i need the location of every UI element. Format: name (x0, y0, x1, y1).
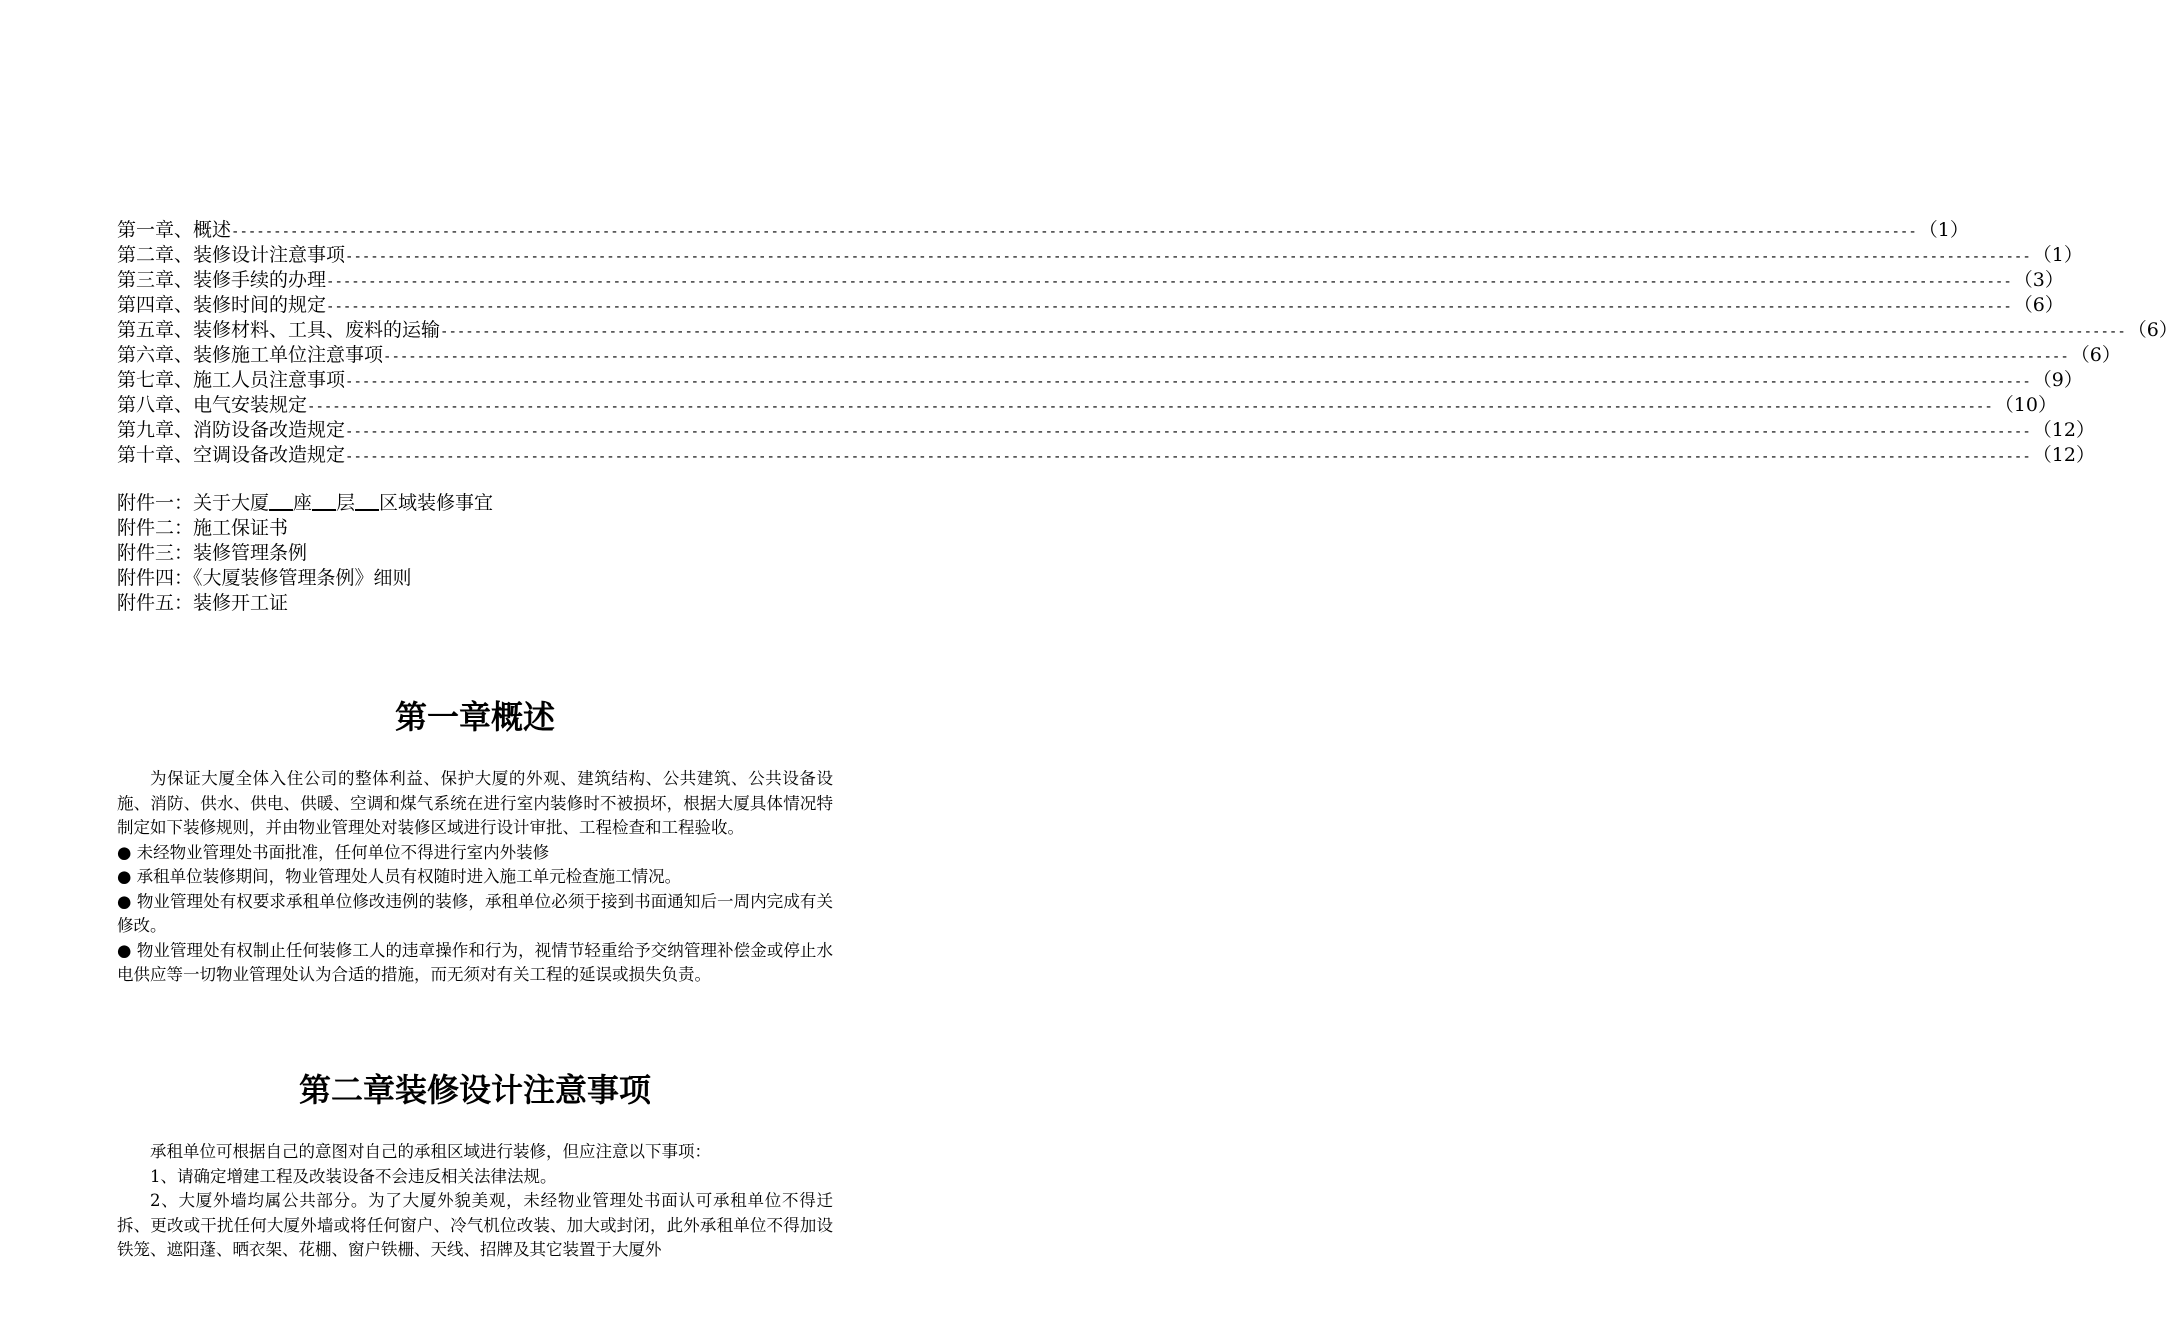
fill-in-blank (355, 491, 379, 511)
toc-entry-page: （6） (2013, 294, 2064, 316)
toc-entry[interactable] (117, 418, 2095, 443)
toc-entry-page: （6） (2070, 344, 2121, 366)
toc-entry-page: （12） (2032, 419, 2095, 441)
paragraph: 1、请确定增建工程及改装设备不会违反相关法律法规。 (150, 1166, 557, 1186)
toc-entry-title: 第四章、装修时间的规定 (117, 294, 327, 316)
toc-entry-page: （10） (1994, 394, 2057, 416)
bullet-icon: ● (117, 891, 132, 911)
toc-entry-title: 第二章、装修设计注意事项 (117, 244, 346, 266)
toc-leader: -------------------------------------------------------------------------------------------------------------------------------------------------------------------------------------------------------- (307, 399, 1993, 415)
table-of-contents (117, 218, 2178, 468)
toc-leader: -------------------------------------------------------------------------------------------------------------------------------------------------------------------------------------------------------- (326, 299, 2012, 315)
toc-leader: -------------------------------------------------------------------------------------------------------------------------------------------------------------------------------------------------------- (345, 424, 2031, 440)
bullet-icon: ● (117, 940, 132, 960)
bullet-icon: ● (117, 842, 132, 862)
toc-entry-title: 第八章、电气安装规定 (117, 394, 308, 416)
chapter-2-body (117, 1140, 833, 1263)
toc-entry-title: 第十章、空调设备改造规定 (117, 444, 346, 466)
fill-in-blank (312, 491, 336, 511)
bullet-item (117, 939, 833, 988)
attachment-text: 层 (336, 492, 356, 514)
toc-leader: -------------------------------------------------------------------------------------------------------------------------------------------------------------------------------------------------------- (440, 324, 2126, 340)
chapter-1-heading: 第一章概述 (394, 698, 555, 736)
toc-entry[interactable] (117, 218, 1969, 243)
toc-entry[interactable] (117, 293, 2064, 318)
bullet-text: 未经物业管理处书面批准，任何单位不得进行室内外装修 (136, 842, 550, 862)
toc-entry-title: 第三章、装修手续的办理 (117, 269, 327, 291)
toc-entry[interactable] (117, 268, 2064, 293)
toc-entry-title: 第九章、消防设备改造规定 (117, 419, 346, 441)
bullet-item (117, 841, 833, 866)
toc-entry[interactable] (117, 318, 2178, 343)
toc-entry-title: 第七章、施工人员注意事项 (117, 369, 346, 391)
toc-entry[interactable] (117, 393, 2057, 418)
attachment-item: 附件四：《大厦装修管理条例》细则 (117, 567, 412, 589)
toc-leader: -------------------------------------------------------------------------------------------------------------------------------------------------------------------------------------------------------- (326, 274, 2012, 290)
toc-entry-page: （1） (1918, 219, 1969, 241)
toc-entry-title: 第一章、概述 (117, 219, 232, 241)
toc-leader: -------------------------------------------------------------------------------------------------------------------------------------------------------------------------------------------------------- (345, 374, 2031, 390)
toc-entry-title: 第六章、装修施工单位注意事项 (117, 344, 384, 366)
paragraph: 2、大厦外墙均属公共部分。为了大厦外貌美观，未经物业管理处书面认可承租单位不得迁拆、更改或干扰任何大厦外墙或将任何窗户、冷气机位改装、加大或封闭，此外承租单位不得加设铁笼、遮阳蓬、晒衣架、花棚、窗户铁栅、天线、招牌及其它装置于大厦外 (117, 1191, 833, 1259)
bullet-item (117, 890, 833, 939)
fill-in-blank (269, 491, 293, 511)
toc-entry-page: （3） (2013, 269, 2064, 291)
attachment-text: 附件一：关于大厦 (117, 492, 270, 514)
attachment-text: 区域装修事宜 (379, 492, 494, 514)
toc-entry-title: 第五章、装修材料、工具、废料的运输 (117, 319, 441, 341)
paragraph: 承租单位可根据自己的意图对自己的承租区域进行装修，但应注意以下事项： (150, 1142, 711, 1161)
toc-entry-page: （12） (2032, 444, 2095, 466)
toc-entry-page: （9） (2032, 369, 2083, 391)
bullet-text: 承租单位装修期间，物业管理处人员有权随时进入施工单元检查施工情况。 (136, 867, 682, 886)
toc-entry[interactable] (117, 343, 2121, 368)
bullet-icon: ● (117, 867, 132, 886)
chapter-1-body (117, 767, 833, 988)
toc-leader: -------------------------------------------------------------------------------------------------------------------------------------------------------------------------------------------------------- (345, 249, 2031, 265)
toc-entry[interactable] (117, 243, 2083, 268)
bullet-text: 物业管理处有权要求承租单位修改违例的装修，承租单位必须于接到书面通知后一周内完成有关修改。 (117, 891, 834, 935)
toc-entry-page: （6） (2127, 319, 2178, 341)
attachments-list (117, 491, 817, 616)
toc-leader: -------------------------------------------------------------------------------------------------------------------------------------------------------------------------------------------------------- (231, 224, 1917, 240)
attachment-item: 附件二：施工保证书 (117, 517, 289, 539)
attachment-item: 附件三：装修管理条例 (117, 542, 308, 564)
chapter-1-intro: 为保证大厦全体入住公司的整体利益、保护大厦的外观、建筑结构、公共建筑、公共设备设施、消防、供水、供电、供暖、空调和煤气系统在进行室内装修时不被损坏，根据大厦具体情况特制定如下装修规则，并由物业管理处对装修区域进行设计审批、工程检查和工程验收。 (117, 769, 833, 837)
chapter-2-heading: 第二章装修设计注意事项 (298, 1071, 651, 1109)
bullet-text: 物业管理处有权制止任何装修工人的违章操作和行为，视情节轻重给予交纳管理补偿金或停止水电供应等一切物业管理处认为合适的措施，而无须对有关工程的延误或损失负责。 (117, 940, 834, 984)
toc-entry-page: （1） (2032, 244, 2083, 266)
attachment-text: 座 (293, 492, 313, 514)
toc-entry[interactable] (117, 443, 2095, 468)
toc-leader: -------------------------------------------------------------------------------------------------------------------------------------------------------------------------------------------------------- (383, 349, 2069, 365)
attachment-item: 附件五：装修开工证 (117, 592, 289, 614)
bullet-item (117, 865, 833, 890)
toc-leader: -------------------------------------------------------------------------------------------------------------------------------------------------------------------------------------------------------- (345, 449, 2031, 465)
attachment-item (117, 491, 817, 516)
toc-entry[interactable] (117, 368, 2083, 393)
